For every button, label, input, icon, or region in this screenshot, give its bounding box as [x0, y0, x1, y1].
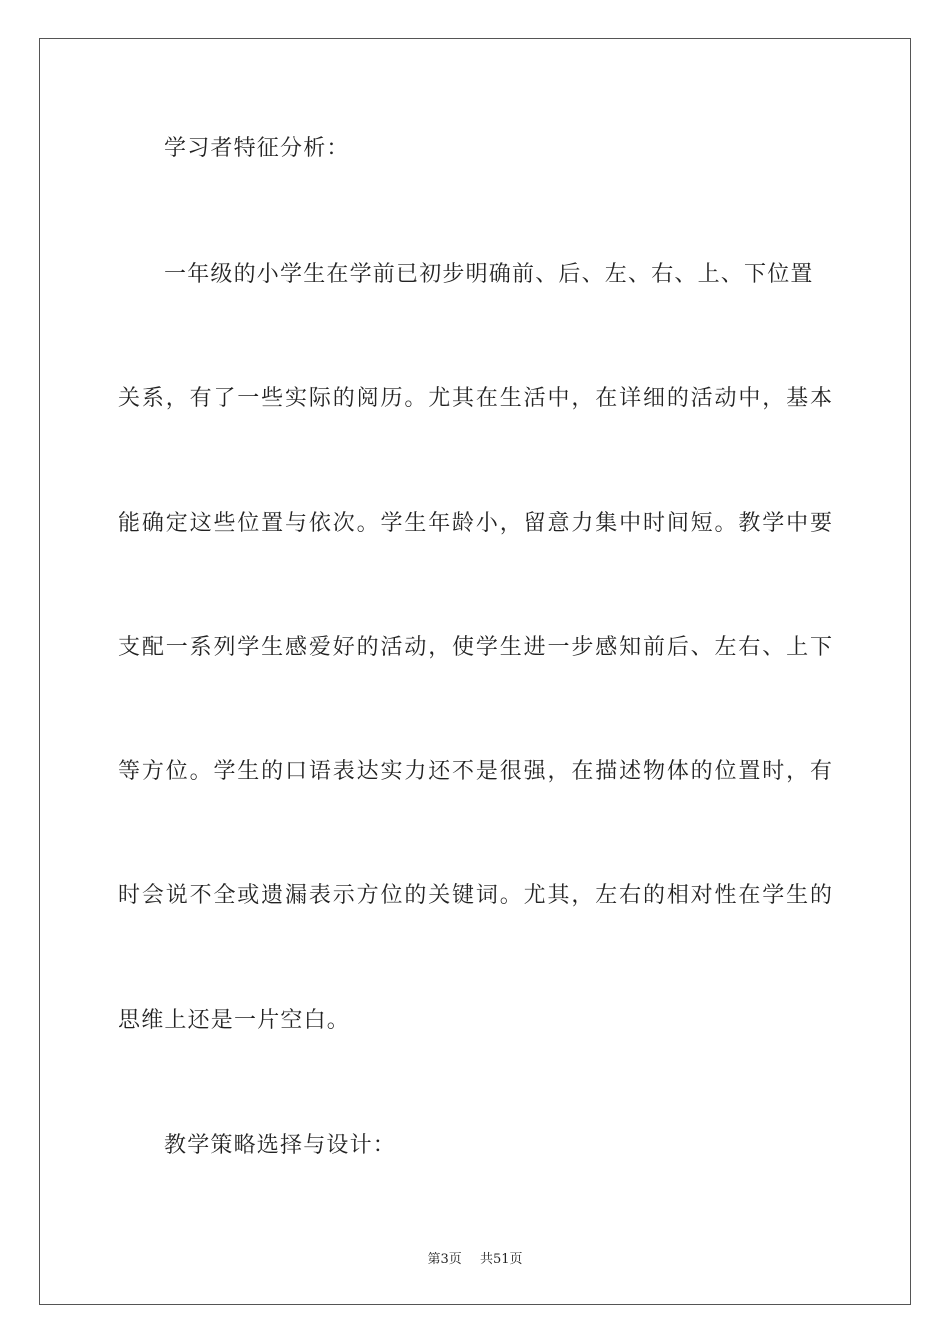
paragraph-line-7: 思维上还是一片空白。 [118, 1008, 351, 1033]
paragraph-line-5: 等方位。学生的口语表达实力还不是很强，在描述物体的位置时，有 [118, 759, 832, 784]
page-border [39, 38, 911, 1305]
page-number: 第3页 [427, 1252, 462, 1267]
page-footer [0, 1248, 950, 1267]
paragraph-line-6: 时会说不全或遗漏表示方位的关键词。尤其，左右的相对性在学生的 [118, 883, 832, 908]
paragraph-line-2: 关系，有了一些实际的阅历。尤其在生活中，在详细的活动中，基本 [118, 386, 832, 411]
section-heading-learner-analysis: 学习者特征分析： [164, 136, 350, 161]
section-heading-teaching-strategy: 教学策略选择与设计： [164, 1133, 397, 1158]
paragraph-line-3: 能确定这些位置与依次。学生年龄小，留意力集中时间短。教学中要 [118, 511, 832, 536]
total-pages: 共51页 [479, 1252, 523, 1267]
paragraph-line-4: 支配一系列学生感爱好的活动，使学生进一步感知前后、左右、上下 [118, 635, 832, 660]
paragraph-line-1: 一年级的小学生在学前已初步明确前、后、左、右、上、下位置 [164, 262, 814, 287]
